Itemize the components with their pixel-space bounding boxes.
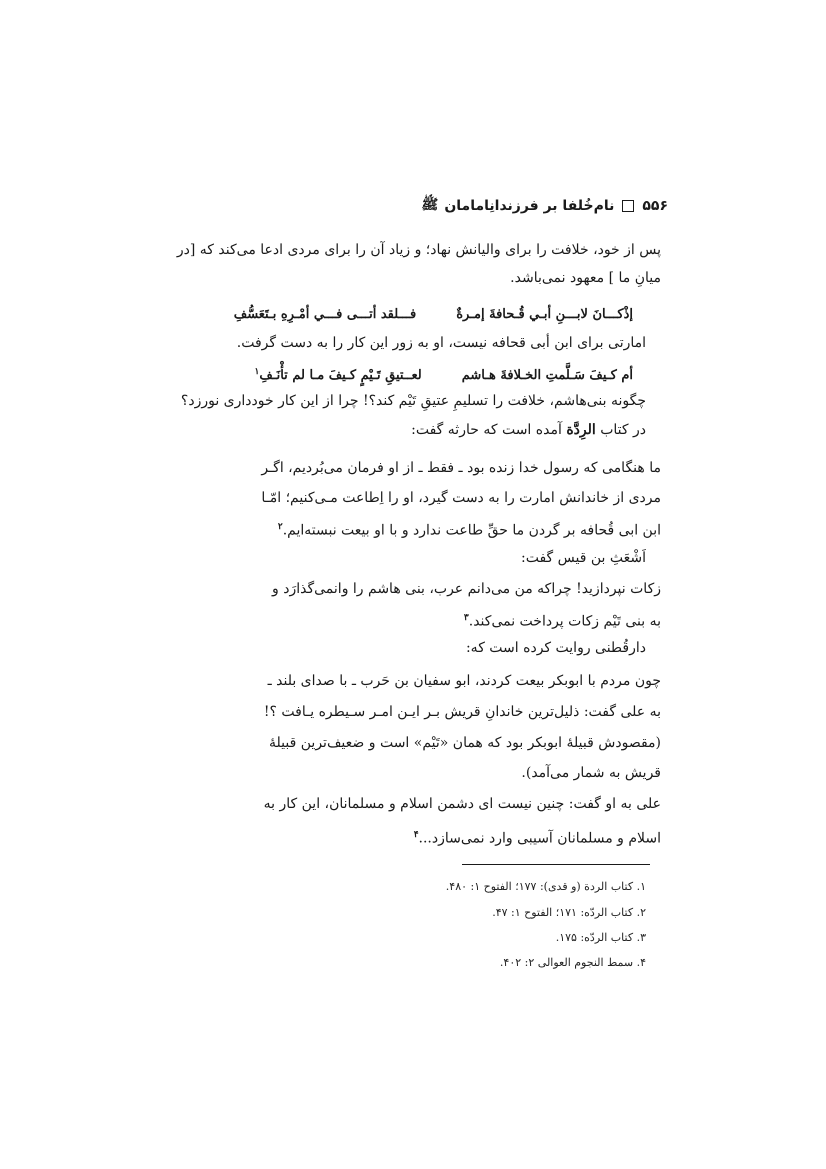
paragraph-line: دارقُطنی روایت کرده است که: (465, 640, 646, 656)
book-title: الرِدَّة (566, 422, 596, 438)
verse-1 (234, 305, 633, 325)
paragraph-line: اَشْعَثِ بن قیس گفت: (520, 550, 646, 566)
quote-line (414, 825, 661, 849)
verse-translation: امارتی برای ابن أبی قحافه نیست، او به زور این کار را به دست گرفت. (236, 335, 646, 351)
footnote: ۳. کتاب الردّه: ۱۷۵. (555, 931, 646, 944)
footnote-marker: ۴ (413, 830, 419, 840)
footnote-marker: ۱ (254, 367, 260, 377)
footnote-divider (462, 864, 650, 865)
text-span: ابن ابی قُحافه بر گردن ما حقِّ طاعت ندارد و با او بیعت نبسته‌ایم. (282, 522, 661, 539)
footnote: ۴. سمط النجوم العوالی ۲: ۴۰۲. (499, 956, 646, 969)
footnote: ۱. کتاب الردة (و قدی): ۱۷۷؛ الفتوح ۱: ۴۸۰. (445, 880, 646, 893)
square-bullet-icon (622, 200, 634, 212)
page-number: ۵۵۶ (642, 198, 668, 214)
quote-line: قریش به شمار می‌آمد). (521, 765, 661, 781)
footnote-marker: ۳ (463, 613, 469, 623)
quote-line: علی به او گفت: چنین نیست ای دشمن اسلام و مسلمانان، این کار به (263, 796, 661, 812)
paragraph-line: میانِ ما ] معهود نمی‌باشد. (510, 270, 661, 286)
quote-line: چون مردم با ابوبکر بیعت کردند، ابو سفیان بن حَرب ـ با صدای بلند ـ (267, 673, 661, 689)
text-span: به بنی تَیْم زکات پرداخت نمی‌کند. (468, 613, 661, 630)
text-span: در کتاب (600, 422, 646, 438)
chapter-title: نام‌خُلفا بر فرزندانِامامان (444, 198, 615, 214)
verse-hemistich: لعــتيقِ تَـيْمٍ كـيفَ مـا لم تأْنَـفِ (259, 368, 422, 384)
footnote: ۲. کتاب الردّه: ۱۷۱؛ الفتوح ۱: ۴۷. (492, 906, 646, 919)
footnote-marker: ۲ (277, 522, 283, 532)
text-span: اسلام و مسلمانان آسیبی وارد نمی‌سازد... (418, 830, 661, 847)
quote-line (278, 517, 661, 541)
running-header (160, 196, 668, 216)
verse-translation: چگونه بنی‌هاشم، خلافت را تسلیمِ عتیقِ تَیْم کند؟! چرا از این کار خودداری نورزد؟ (180, 393, 646, 409)
quote-line: زکات نپردازید! چراکه من می‌دانم عرب، بنی هاشم را وانمی‌گذارَد و (272, 581, 661, 597)
paragraph-line: پس از خود، خلافت را برای والیانش نهاد؛ و زیاد آن را برای مردی ادعا می‌کند که [در (176, 242, 661, 258)
quote-line: (مقصودش قبیلهٔ ابوبکر بود که همان «تَیْم» است و ضعیف‌ترین قبیلهٔ (269, 735, 661, 751)
quote-line: به علی گفت: ذلیل‌ترین خاندانِ قریش بـر ایـن امـر سـیطره یـافت ؟! (263, 704, 661, 720)
paragraph-line (411, 420, 646, 440)
honorific-icon: ﷺ (421, 197, 439, 213)
verse-hemistich: فـــلقد أتـــى فـــي أمْـرِهِ بـتَعَسُّفِ (233, 307, 417, 322)
quote-line: ما هنگامی که رسول خدا زنده بود ـ فقط ـ از او فرمان می‌بُردیم، اگـر (261, 460, 661, 476)
quote-line (464, 608, 661, 632)
verse-hemistich: أم كـيفَ سَـلَّمتِ الخـلافةَ هـاشم (461, 368, 633, 384)
verse-hemistich: إذْكـــانَ لابـــنِ أبـي قُـحافةَ إمـرةٌ (456, 307, 633, 322)
quote-line: مردی از خاندانش امارت را به دست گیرد، او را اِطاعت مـی‌کنیم؛ امّـا (261, 490, 661, 506)
text-span: آمده است که حارثه گفت: (411, 422, 562, 438)
verse-2 (254, 362, 633, 386)
